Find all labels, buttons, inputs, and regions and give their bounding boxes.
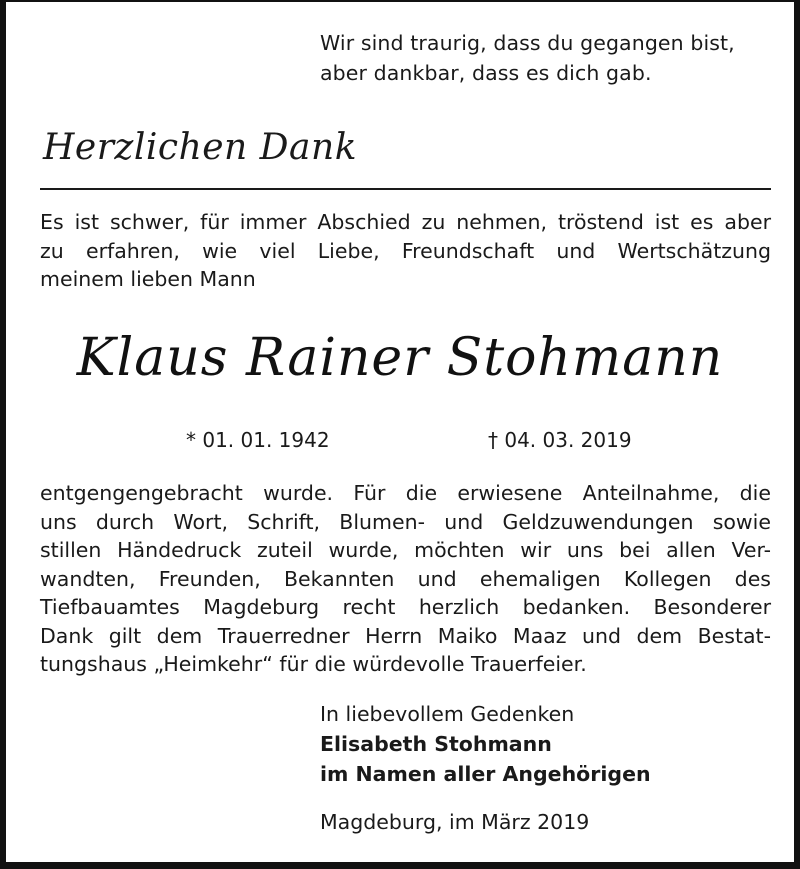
body-line-2: uns durch Wort, Schrift, Blumen- und Geldzuwendungen sowie [40, 509, 771, 534]
signer-name: Elisabeth Stohmann [320, 732, 552, 756]
body-paragraph [40, 479, 771, 679]
birth-date: * 01. 01. 1942 [186, 428, 330, 452]
intro-line-1 [40, 208, 771, 237]
body-line-5: Tiefbauamtes Magdeburg recht herzlich bedanken. Besonderer [40, 595, 771, 619]
intro-text-1: Es ist schwer, für immer Abschied zu nehmen, tröstend ist es aber [40, 210, 771, 234]
intro-paragraph [40, 208, 771, 294]
heading-herzlichen-dank: Herzlichen Dank [43, 127, 358, 168]
deceased-name: Klaus Rainer Stohmann [76, 328, 724, 388]
intro-text-2: zu erfahren, wie viel Liebe, Freundschaft und Wertschätzung [40, 238, 771, 263]
memorial-quote [320, 28, 735, 88]
body-line-4: wandten, Freunden, Bekannten und ehemaligen Kollegen des [40, 566, 771, 591]
quote-line-2: aber dankbar, dass es dich gab. [320, 61, 652, 85]
body-line-1: entgengengebracht wurde. Für die erwiesene Anteilnahme, die [40, 481, 771, 505]
quote-line-1: Wir sind traurig, dass du gegangen bist, [320, 31, 735, 55]
closing-line: In liebevollem Gedenken [320, 702, 575, 726]
body-line-7: tungshaus „Heimkehr“ für die würdevolle Trauerfeier. [40, 652, 587, 676]
divider-rule [40, 188, 771, 190]
body-line-3: stillen Händedruck zuteil wurde, möchten wir uns bei allen Ver- [40, 538, 771, 562]
death-date: † 04. 03. 2019 [488, 428, 632, 452]
body-line-6: Dank gilt dem Trauerredner Herrn Maiko Maaz und dem Bestat- [40, 623, 771, 648]
closing-block [320, 699, 651, 789]
intro-line-2 [40, 237, 771, 266]
intro-line-3: meinem lieben Mann [40, 267, 256, 291]
place-and-date: Magdeburg, im März 2019 [320, 810, 590, 834]
signer-family: im Namen aller Angehörigen [320, 762, 651, 786]
